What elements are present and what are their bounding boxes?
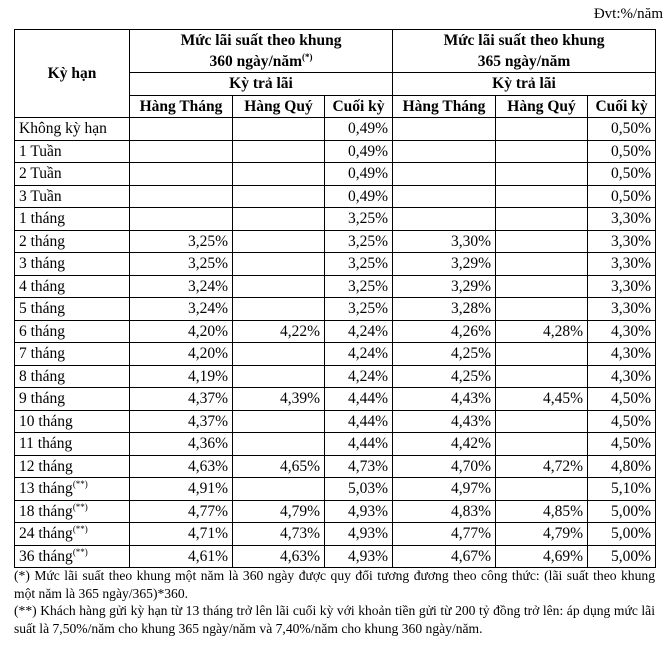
rate-cell-q360 [233,208,325,231]
rate-cell-q365: 4,72% [496,455,588,478]
rate-cell-q360: 4,73% [233,523,325,546]
rate-cell-e365: 3,30% [588,298,656,321]
table-row [15,523,656,546]
table-row [15,140,656,163]
monthly-header-365: Hàng Tháng [393,95,496,118]
rate-cell-e360: 0,49% [325,163,393,186]
rate-cell-m365: 3,29% [393,253,496,276]
term-cell [15,365,130,388]
table-header [15,30,656,118]
term-cell [15,230,130,253]
table-row [15,163,656,186]
table-row [15,230,656,253]
frame-360-header [130,30,393,73]
rate-cell-q360 [233,253,325,276]
term-footnote-marker: (**) [72,501,88,512]
rate-cell-q365: 4,69% [496,545,588,568]
rate-cell-e365: 3,30% [588,230,656,253]
rate-cell-q360 [233,230,325,253]
term-cell [15,410,130,433]
rate-cell-q360: 4,22% [233,320,325,343]
rate-cell-m360: 3,24% [130,275,233,298]
rate-cell-q365 [496,410,588,433]
rate-cell-q360 [233,410,325,433]
rate-cell-q365 [496,140,588,163]
footnote-2: (**) Khách hàng gửi kỳ hạn từ 13 tháng trở lên lãi cuối kỳ với khoản tiền gửi từ 200 tỷ đồng trở lên: áp dụng mức lãi suất là 7,50%/năm cho khung 365 ngày/năm và 7,40%/năm cho khung 360 ngày/năm. [14,603,655,636]
term-label: 8 tháng [19,367,66,385]
rate-cell-e360: 4,24% [325,365,393,388]
term-cell [15,523,130,546]
rate-cell-m360: 3,25% [130,230,233,253]
rate-cell-e360: 4,93% [325,545,393,568]
rate-cell-q360 [233,118,325,141]
term-footnote-marker: (**) [72,524,88,535]
term-label: 1 tháng [19,210,66,228]
unit-label: Đvt:%/năm [593,6,663,22]
rate-cell-q360 [233,478,325,501]
term-label: 2 Tuần [19,165,62,183]
rate-cell-q360 [233,140,325,163]
rate-cell-e360: 0,49% [325,118,393,141]
rate-cell-e365: 4,50% [588,410,656,433]
rate-cell-e365: 5,00% [588,523,656,546]
rate-cell-q360 [233,298,325,321]
rate-cell-e365: 4,30% [588,343,656,366]
term-footnote-marker: (**) [72,479,88,490]
rate-cell-e360: 5,03% [325,478,393,501]
term-cell [15,275,130,298]
rate-cell-m360 [130,208,233,231]
rate-cell-e365: 0,50% [588,140,656,163]
rate-cell-q365 [496,433,588,456]
rate-cell-q365 [496,343,588,366]
rate-cell-q365: 4,79% [496,523,588,546]
table-row [15,545,656,568]
rate-cell-m365: 3,30% [393,230,496,253]
rate-cell-m365: 4,97% [393,478,496,501]
rate-cell-m360: 4,61% [130,545,233,568]
rate-cell-e360: 0,49% [325,185,393,208]
rate-cell-e360: 3,25% [325,253,393,276]
term-cell [15,545,130,568]
term-label: 6 tháng [19,322,66,340]
table-row [15,118,656,141]
table-row [15,388,656,411]
rate-cell-q360 [233,163,325,186]
rate-cell-e365: 0,50% [588,163,656,186]
table-row [15,185,656,208]
term-label: 1 Tuần [19,142,62,160]
rate-cell-m365 [393,163,496,186]
term-cell [15,140,130,163]
rate-cell-m360: 3,24% [130,298,233,321]
term-label: 36 tháng [19,547,73,565]
term-cell [15,433,130,456]
table-row [15,433,656,456]
table-row [15,320,656,343]
rate-cell-m360: 4,20% [130,343,233,366]
term-cell [15,455,130,478]
rate-cell-e365: 3,30% [588,275,656,298]
monthly-header-360: Hàng Tháng [130,95,233,118]
rate-cell-m360: 4,36% [130,433,233,456]
rate-cell-m360 [130,118,233,141]
rate-cell-e360: 4,24% [325,343,393,366]
rate-cell-m360: 4,19% [130,365,233,388]
term-label: 4 tháng [19,277,66,295]
rate-cell-m360: 4,63% [130,455,233,478]
rate-cell-e365: 5,10% [588,478,656,501]
table-row [15,455,656,478]
payment-header-360: Kỳ trả lãi [130,73,393,96]
term-cell [15,163,130,186]
term-cell [15,388,130,411]
table-row [15,253,656,276]
rate-cell-q365: 4,85% [496,500,588,523]
rate-cell-m365: 4,67% [393,545,496,568]
frame-360-line2: 360 ngày/năm [209,53,303,70]
rate-cell-e365: 4,30% [588,365,656,388]
rate-cell-e360: 3,25% [325,275,393,298]
rate-cell-m365: 4,43% [393,410,496,433]
table-row [15,500,656,523]
rate-cell-m365: 4,25% [393,343,496,366]
term-cell [15,500,130,523]
frame-360-line1: Mức lãi suất theo khung [180,32,342,49]
rate-cell-m360: 3,25% [130,253,233,276]
table-row [15,298,656,321]
rate-cell-q365 [496,163,588,186]
term-label: 3 Tuần [19,187,62,205]
end-header-365: Cuối kỳ [588,95,656,118]
rate-cell-e365: 3,30% [588,253,656,276]
rate-cell-e365: 5,00% [588,500,656,523]
rate-cell-m365 [393,118,496,141]
rate-cell-q365 [496,298,588,321]
quarterly-header-360: Hàng Quý [233,95,325,118]
table-row [15,410,656,433]
rate-cell-q360: 4,63% [233,545,325,568]
rate-cell-m365 [393,185,496,208]
rate-cell-q360 [233,365,325,388]
rate-cell-m360: 4,77% [130,500,233,523]
rate-cell-q365 [496,253,588,276]
term-label: 10 tháng [19,412,73,430]
term-footnote-marker: (**) [72,546,88,557]
rate-cell-q360: 4,39% [233,388,325,411]
rate-cell-m365: 4,25% [393,365,496,388]
rate-cell-q365: 4,45% [496,388,588,411]
payment-header-365: Kỳ trả lãi [393,73,656,96]
term-label: 7 tháng [19,345,66,363]
rate-cell-e360: 4,73% [325,455,393,478]
rate-cell-m360 [130,163,233,186]
table-row [15,478,656,501]
rate-cell-m360: 4,20% [130,320,233,343]
rate-cell-q360 [233,343,325,366]
rate-cell-m365: 4,77% [393,523,496,546]
table-row [15,343,656,366]
rate-cell-q365: 4,28% [496,320,588,343]
rate-cell-e365: 0,50% [588,185,656,208]
term-label: 12 tháng [19,457,73,475]
term-label: 24 tháng [19,525,73,543]
rate-cell-m360: 4,71% [130,523,233,546]
rate-cell-e360: 0,49% [325,140,393,163]
rate-cell-q360: 4,65% [233,455,325,478]
term-label: 11 tháng [19,435,73,453]
rate-cell-e365: 5,00% [588,545,656,568]
rate-cell-e360: 4,44% [325,433,393,456]
rate-cell-q360 [233,275,325,298]
term-cell [15,298,130,321]
rate-cell-e360: 3,25% [325,230,393,253]
rate-cell-q360 [233,185,325,208]
table-row [15,275,656,298]
term-label: Không kỳ hạn [19,120,107,138]
rate-cell-e360: 4,93% [325,523,393,546]
term-cell [15,208,130,231]
rate-cell-e360: 4,44% [325,410,393,433]
term-cell [15,118,130,141]
rate-cell-e365: 4,50% [588,388,656,411]
rate-cell-e360: 3,25% [325,298,393,321]
term-label: 9 tháng [19,390,66,408]
rate-cell-e365: 4,80% [588,455,656,478]
rate-cell-q365 [496,230,588,253]
rate-cell-q365 [496,275,588,298]
rate-cell-m365: 3,28% [393,298,496,321]
rate-cell-e360: 3,25% [325,208,393,231]
rate-cell-m365: 4,43% [393,388,496,411]
rate-cell-m365: 4,70% [393,455,496,478]
term-header: Kỳ hạn [15,30,130,118]
rate-cell-e365: 4,30% [588,320,656,343]
rate-cell-q365 [496,365,588,388]
term-label: 18 tháng [19,502,73,520]
frame-365-line2: 365 ngày/năm [477,53,571,70]
rate-cell-m365: 4,26% [393,320,496,343]
rate-cell-q365 [496,118,588,141]
interest-rate-table [14,29,656,568]
table-row [15,365,656,388]
term-label: 5 tháng [19,300,66,318]
term-label: 13 tháng [19,480,73,498]
term-cell [15,478,130,501]
rate-cell-e365: 0,50% [588,118,656,141]
rate-cell-e360: 4,44% [325,388,393,411]
term-cell [15,343,130,366]
rate-cell-q365 [496,208,588,231]
frame-365-line1: Mức lãi suất theo khung [443,32,605,49]
frame-360-sup: (*) [302,51,313,62]
term-label: 3 tháng [19,255,66,273]
footnotes [14,567,655,637]
rate-cell-m365 [393,208,496,231]
rate-cell-q360: 4,79% [233,500,325,523]
rate-cell-m360: 4,37% [130,410,233,433]
rate-cell-q365 [496,478,588,501]
rate-cell-m360: 4,37% [130,388,233,411]
term-label: 2 tháng [19,232,66,250]
frame-365-header [393,30,656,73]
end-header-360: Cuối kỳ [325,95,393,118]
term-cell [15,185,130,208]
rate-cell-m360: 4,91% [130,478,233,501]
rate-cell-m365: 4,42% [393,433,496,456]
rate-cell-m360 [130,140,233,163]
rate-cell-e360: 4,24% [325,320,393,343]
rate-cell-q360 [233,433,325,456]
rate-cell-e365: 3,30% [588,208,656,231]
footnote-1: (*) Mức lãi suất theo khung một năm là 360 ngày được quy đổi tương đương theo công thức: (lãi suất theo khung một năm là 365 ngày/365)*360. [14,568,655,601]
quarterly-header-365: Hàng Quý [496,95,588,118]
term-cell [15,253,130,276]
term-cell [15,320,130,343]
rate-cell-e365: 4,50% [588,433,656,456]
table-body [15,118,656,568]
table-row [15,208,656,231]
rate-cell-m365 [393,140,496,163]
rate-cell-m360 [130,185,233,208]
rate-cell-m365: 3,29% [393,275,496,298]
rate-cell-m365: 4,83% [393,500,496,523]
rate-cell-e360: 4,93% [325,500,393,523]
rate-cell-q365 [496,185,588,208]
